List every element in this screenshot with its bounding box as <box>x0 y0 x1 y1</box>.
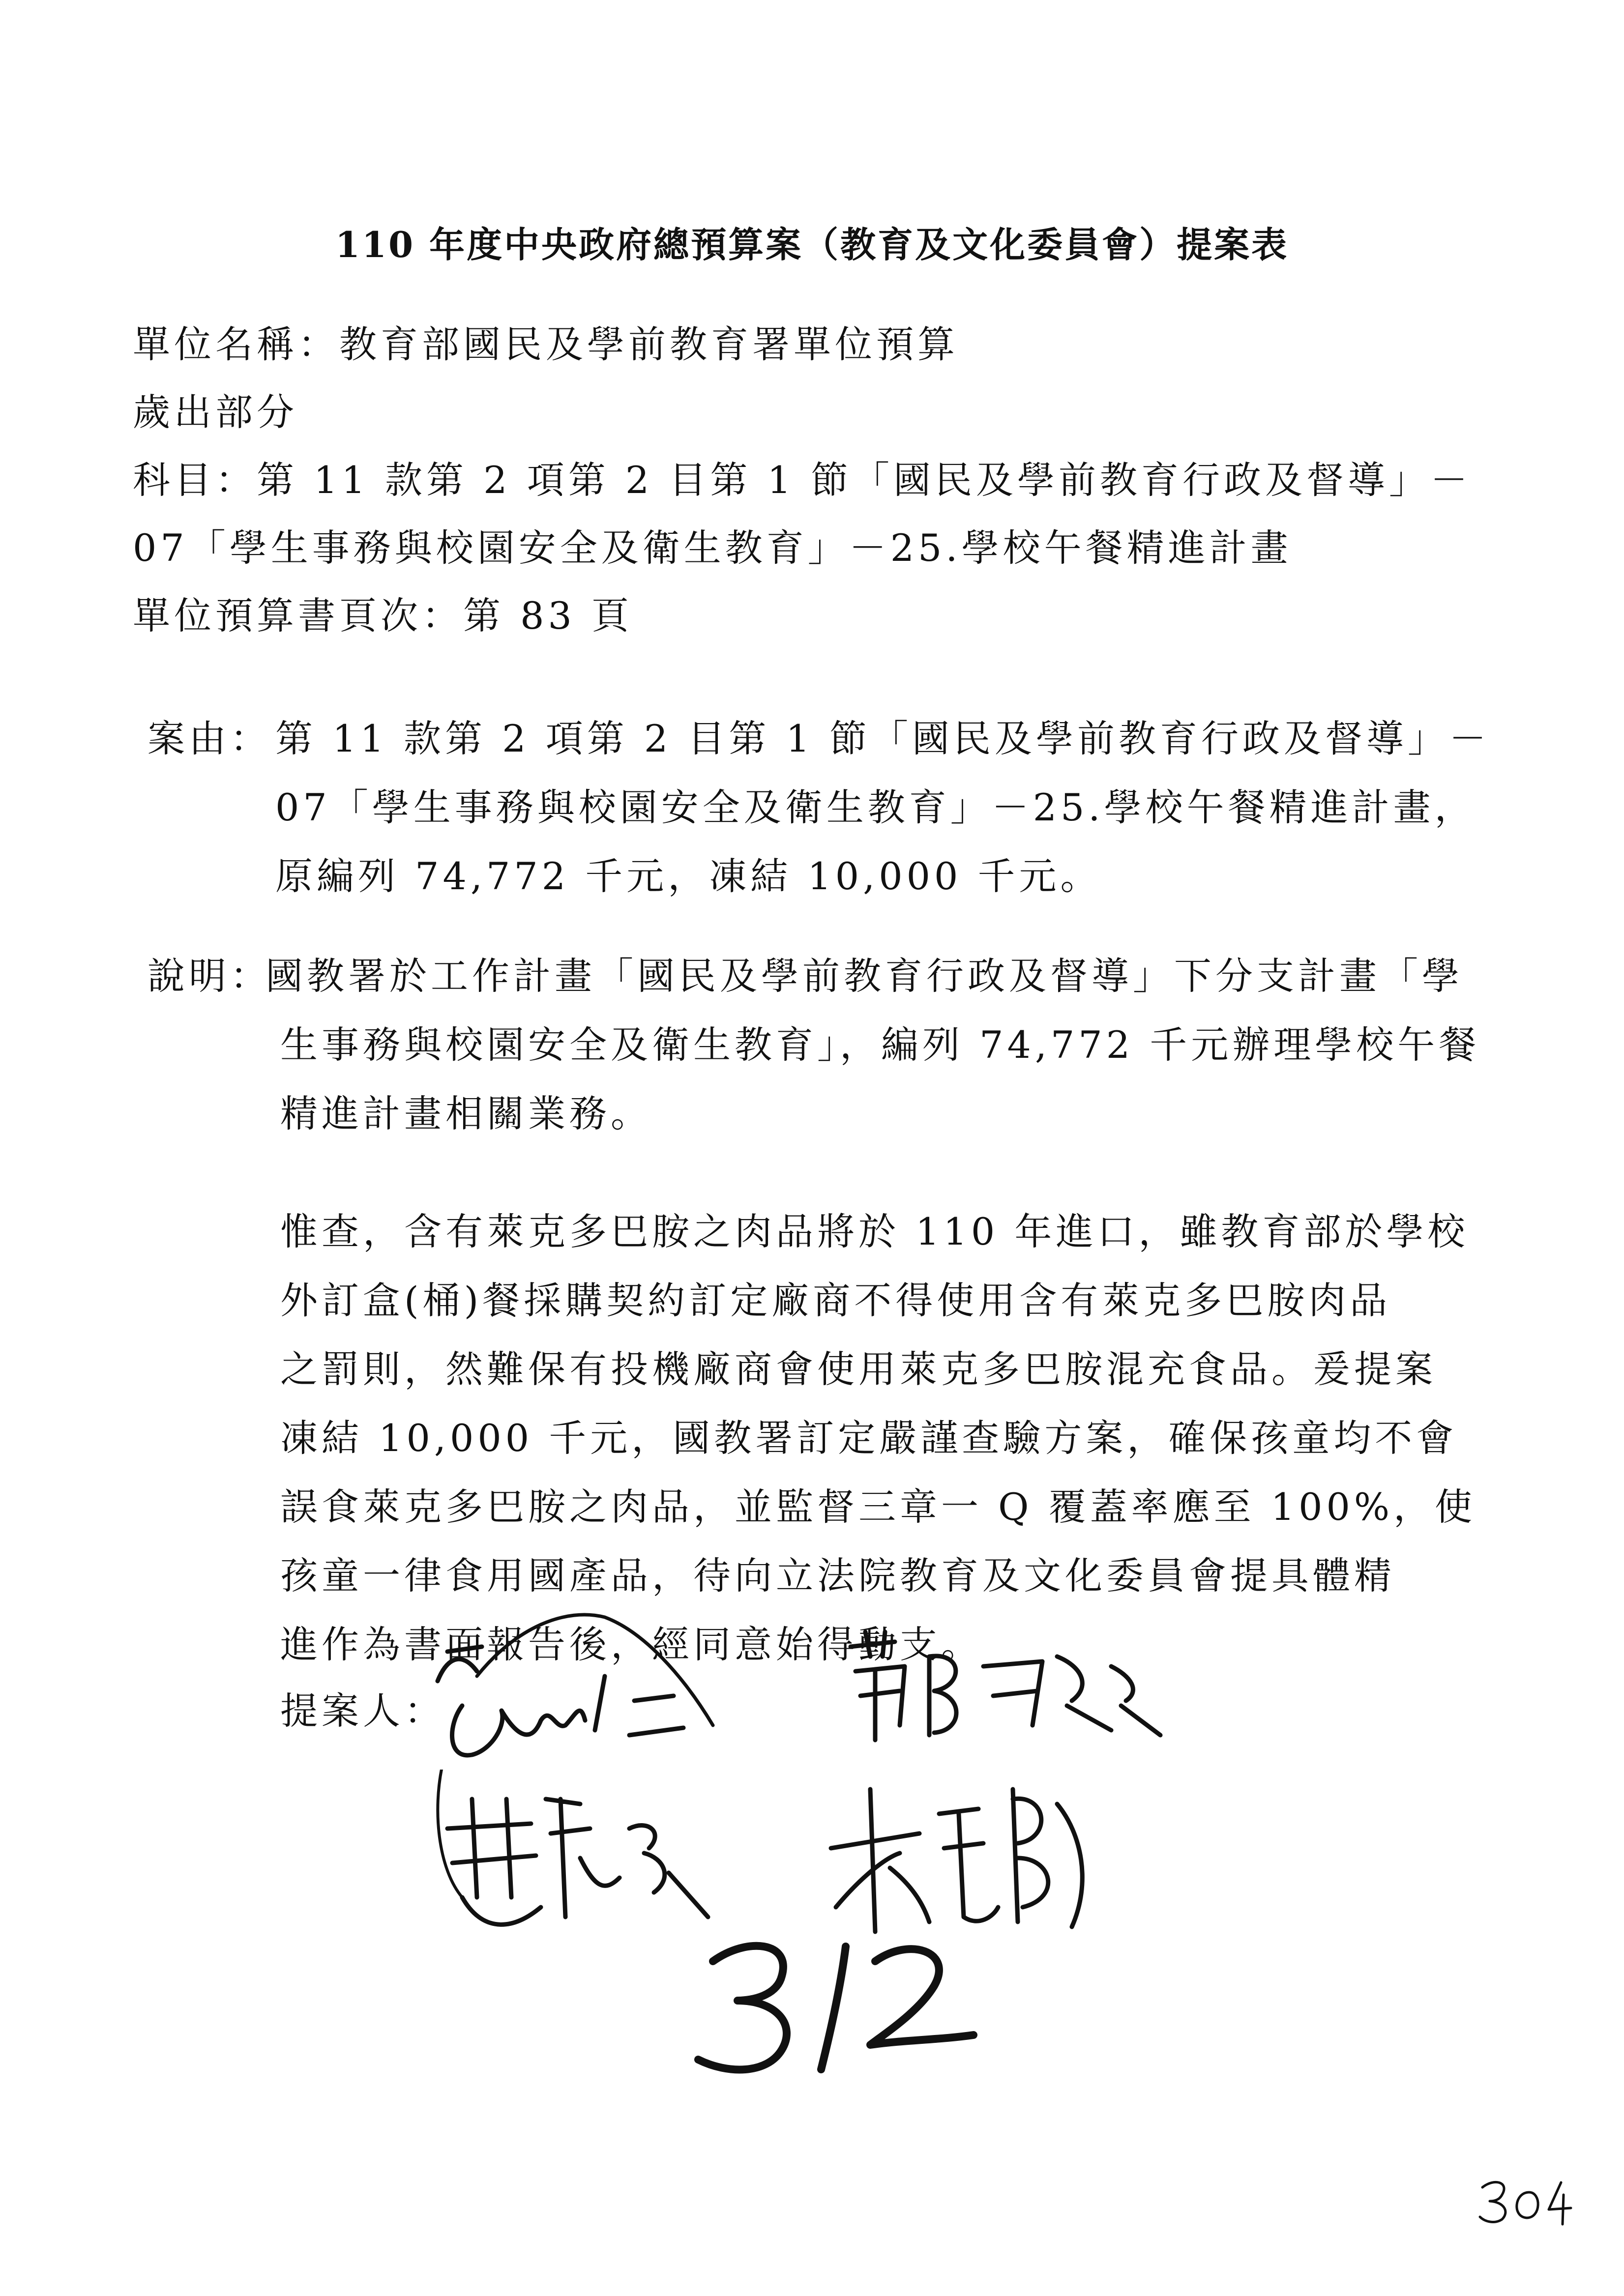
paragraph-line-2: 外訂盒(桶)餐採購契約訂定廠商不得使用含有萊克多巴胺肉品 <box>280 1279 1391 1322</box>
section-label: 歲出部分 <box>133 390 298 434</box>
case-line-2: 07「學生事務與校園安全及衛生教育」－25.學校午餐精進計畫， <box>275 785 1476 829</box>
explain-line-1: 國教署於工作計畫「國民及學前教育行政及督導」下分支計畫「學 <box>266 954 1463 998</box>
paragraph-line-3: 之罰則，然難保有投機廠商會使用萊克多巴胺混充食品。爰提案 <box>280 1347 1437 1391</box>
document-title: 110 年度中央政府總預算案（教育及文化委員會）提案表 <box>335 224 1289 265</box>
explain-line-2: 生事務與校園安全及衛生教育」，編列 74,772 千元辦理學校午餐 <box>280 1023 1480 1067</box>
paragraph-line-5: 誤食萊克多巴胺之肉品，並監督三章一 Q 覆蓋率應至 100%，使 <box>280 1485 1476 1529</box>
case-label: 案由： <box>148 717 271 760</box>
subject-line-1: 科目：第 11 款第 2 項第 2 目第 1 節「國民及學前教育行政及督導」－ <box>133 458 1472 502</box>
unit-name: 單位名稱：教育部國民及學前教育署單位預算 <box>133 322 959 366</box>
page-reference: 單位預算書頁次：第 83 頁 <box>133 594 633 638</box>
paragraph-line-4: 凍結 10,000 千元，國教署訂定嚴謹查驗方案，確保孩童均不會 <box>280 1416 1458 1460</box>
signature-2 <box>836 1627 1180 1755</box>
explain-label: 說明： <box>148 954 271 998</box>
paragraph-line-7: 進作為書面報告後，經同意始得動支。 <box>280 1623 982 1666</box>
explain-line-3: 精進計畫相關業務。 <box>280 1092 652 1135</box>
proposer-label: 提案人： <box>280 1689 445 1733</box>
case-line-1: 第 11 款第 2 項第 2 目第 1 節「國民及學前教育行政及督導」－ <box>275 717 1491 760</box>
paragraph-line-6: 孩童一律食用國產品，待向立法院教育及文化委員會提具體精 <box>280 1554 1395 1598</box>
handwritten-corner-number-304 <box>1475 2173 1573 2227</box>
subject-line-2: 07「學生事務與校園安全及衛生教育」－25.學校午餐精進計畫 <box>133 526 1292 570</box>
paragraph-line-1: 惟查，含有萊克多巴胺之肉品將於 110 年進口，雖教育部於學校 <box>280 1210 1469 1253</box>
case-line-3: 原編列 74,772 千元，凍結 10,000 千元。 <box>275 854 1102 898</box>
handwritten-page-number-312 <box>679 1917 983 2084</box>
